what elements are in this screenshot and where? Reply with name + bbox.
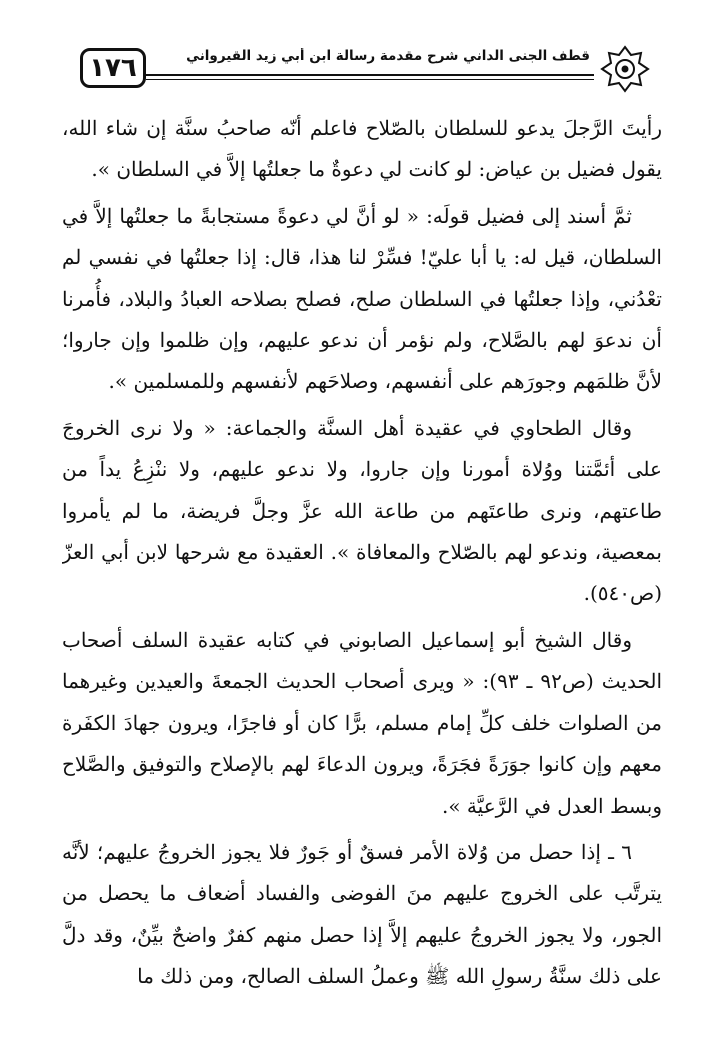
paragraph-3: وقال الطحاوي في عقيدة أهل السنَّة والجماعة: « ولا نرى الخروجَ على أئمَّتنا ووُلاة أمورنا وإن جاروا، ولا ندعو عليهم، ولا ننْزِعُ يداً من طاعتهم، ونرى طاعتَهم من طاعة الله عزَّ وجلَّ فريضة، ما لم يأمروا بمعصية، وندعو لهم بالصّلاح والمعافاة ». العقيدة مع شرحها لابن أبي العزّ (ص٥٤٠). [62,415,662,606]
paragraph-1: رأيتَ الرَّجلَ يدعو للسلطان بالصّلاح فاعلم أنّه صاحبُ سنَّة إن شاء الله، يقول فضيل بن عياض: لو كانت لي دعوةٌ ما جعلتُها إلاَّ في السلطان ». [62,116,662,182]
paragraph-2: ثمَّ أسند إلى فضيل قولَه: « لو أنَّ لي دعوةً مستجابةً ما جعلتُها إلاَّ في السلطان، قيل له: يا أبا عليّ! فسِّرْ لنا هذا، قال: إذا جعلتُها في نفسي لم تعْدُني، وإذا جعلتُها في السلطان صلح، فصلح بصلاحه العبادُ والبلاد، فأُمرنا أن ندعوَ لهم بالصَّلاح، ولم نؤمر أن ندعو عليهم، وإن ظلموا وإن جاروا؛ لأنَّ ظلمَهم وجورَهم على أنفسهم، وصلاحَهم لأنفسهم وللمسلمين ». [62,203,662,394]
page-header [62,38,652,98]
header-rule-thin [146,79,594,80]
floral-ornament-icon [598,44,652,94]
running-title: قطف الجنى الداني شرح مقدمة رسالة ابن أبي زيد القيرواني [186,48,590,64]
header-rule [146,74,594,76]
page-body [62,108,662,1043]
paragraph-5: ٦ ـ إذا حصل من وُلاة الأمر فسقٌ أو جَورٌ فلا يجوز الخروجُ عليهم؛ لأنَّه يترتَّب على الخروج عليهم منَ الفوضى والفساد أضعاف ما يحصل من الجور، ولا يجوز الخروجُ عليهم إلاَّ إذا حصل منهم كفرٌ واضحٌ بيِّنٌ، وقد دلَّ على ذلك سنَّةُ رسولِ الله ﷺ وعملُ السلف الصالح، ومن ذلك ما [62,839,662,989]
paragraph-4: وقال الشيخ أبو إسماعيل الصابوني في كتابه عقيدة السلف أصحاب الحديث (ص٩٢ ـ ٩٣): « ويرى أصحاب الحديث الجمعةَ والعيدين وغيرهما من الصلوات خلف كلِّ إمام مسلم، برًّا كان أو فاجرًا، ويرون جهادَ الكفَرة معهم وإن كانوا جوَرَةً فجَرَةً، ويرون الدعاءَ لهم بالإصلاح والتوفيق والصَّلاح وبسط العدل في الرَّعيَّة ». [62,627,662,818]
page-number: ١٧٦ [80,48,146,88]
